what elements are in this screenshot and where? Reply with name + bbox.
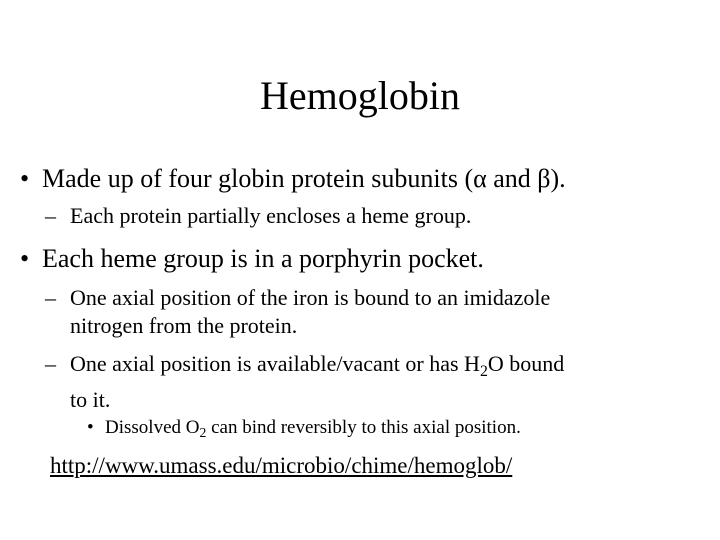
beta-symbol: β [537, 164, 551, 193]
text-part: ). [550, 164, 566, 193]
bullet-text: Each heme group is in a porphyrin pocket. [42, 244, 484, 273]
subbullet-text [70, 284, 550, 340]
text-part: Dissolved O [105, 417, 200, 438]
text-part: One axial position is available/vacant or has H [70, 351, 480, 376]
subsubbullet-text [105, 416, 521, 445]
alpha-symbol: α [473, 164, 487, 193]
dash-marker: – [45, 285, 56, 310]
text-line: nitrogen from the protein. [70, 313, 298, 338]
text-line: to it. [70, 386, 111, 412]
text-part: can bind reversibly to this axial position. [206, 417, 521, 438]
text-part: and [486, 164, 538, 193]
subbullet-text [70, 350, 564, 414]
dash-marker: – [45, 351, 56, 376]
subbullet-text: Each protein partially encloses a heme group. [70, 203, 472, 228]
slide-title: Hemoglobin [260, 73, 460, 118]
bullet-marker: • [20, 244, 30, 273]
reference-link[interactable]: http://www.umass.edu/microbio/chime/hemoglob/ [50, 453, 513, 478]
dash-marker: – [45, 203, 56, 228]
text-part: O bound [487, 351, 565, 376]
bullet-marker: • [20, 164, 30, 193]
bullet-text [42, 163, 566, 195]
subscript: 2 [199, 425, 207, 441]
text-line: One axial position of the iron is bound to an imidazole [70, 285, 551, 310]
subscript: 2 [479, 362, 488, 380]
text-part: Made up of four globin protein subunits ( [42, 164, 474, 193]
bullet-marker: • [87, 417, 94, 438]
